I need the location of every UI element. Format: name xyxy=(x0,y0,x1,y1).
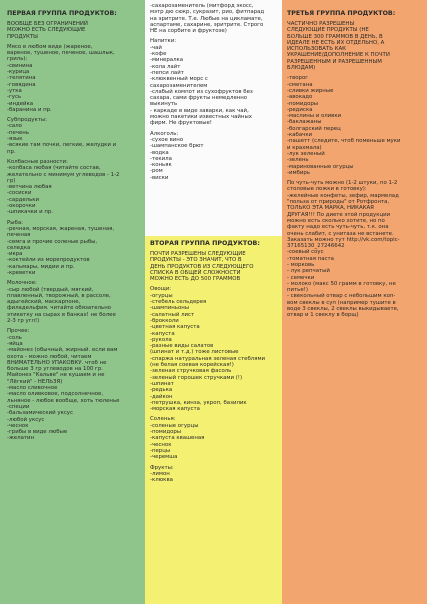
list-item: -баранина и пр. xyxy=(7,106,52,113)
fish-heading: Рыба: xyxy=(7,219,23,226)
list-item: -пепси лайт xyxy=(150,69,184,76)
list-item: -кальмары, мидии и пр. xyxy=(7,263,75,270)
vegetables-heading: Овощи: xyxy=(150,286,172,293)
list-item: -маринованные огурцы xyxy=(287,163,354,170)
list-item: -сардельки xyxy=(7,196,40,203)
list-item: плавленный, творожный, в рассоле, xyxy=(7,292,111,299)
list-item: - свекольный отвар с небольшим коп- xyxy=(287,293,396,300)
list-item: Заказать можно тут http://vk.com/topic- xyxy=(287,236,400,243)
list-item: -зеленая стручковая фасоль xyxy=(150,368,232,375)
sausage-heading: Колбасные разности: xyxy=(7,158,68,165)
list-item: -перцы xyxy=(150,447,171,454)
list-item: ТОЛЬКО ЭТА МАРКА, НИКАКАЯ xyxy=(287,205,374,212)
list-item: вом свеклы в суп (например тушите в xyxy=(287,299,396,306)
list-item: -клюквенный морс с xyxy=(150,76,208,83)
list-item: -виски xyxy=(150,174,169,181)
pickles-section xyxy=(150,416,278,460)
list-item: -чай xyxy=(150,44,162,51)
list-item: -утка xyxy=(7,87,22,94)
list-item: -всякие там почки, легкие, желудки и xyxy=(7,142,117,149)
list-item: -сыр любой (твердый, мягкий, xyxy=(7,286,94,293)
list-item: -зеленый горошек стручками (!) xyxy=(150,374,243,381)
list-item: -сосиски xyxy=(7,190,32,197)
list-item: желательно с минимум углеводов - 1-2 xyxy=(7,171,120,178)
list-item: -минералка xyxy=(150,57,184,64)
list-item: отвар и 1 свеклу в борщ) xyxy=(287,312,359,319)
list-item: -сметана xyxy=(287,81,313,88)
list-item: -рукола xyxy=(150,336,172,343)
list-item: - молоко (макс 50 грамм в готовку, не xyxy=(287,280,396,287)
list-item: -морская капуста xyxy=(150,406,200,413)
list-item: -телятина xyxy=(7,75,36,82)
group-three-title: ТРЕТЬЯ ГРУППА ПРОДУКТОВ: xyxy=(287,10,396,17)
list-item: -редиска xyxy=(287,106,313,113)
small-amounts-section xyxy=(287,180,423,319)
list-item: -дайкон xyxy=(150,393,173,400)
list-item: пр. xyxy=(7,148,16,155)
list-item: -цветная капуста xyxy=(150,324,200,331)
list-item: -шампиньоны xyxy=(150,305,190,312)
list-item: -сахарозаменитель (митфорд экосс, xyxy=(150,3,254,9)
drinks-section xyxy=(150,38,278,126)
list-item: -соль xyxy=(7,334,22,341)
list-item: -ром xyxy=(150,168,163,175)
list-item: -пашетт (следите, чтоб поменьше муки xyxy=(287,138,401,145)
list-item: -язык xyxy=(7,136,23,143)
alcohol-heading: Алкоголь: xyxy=(150,130,179,137)
list-item: -сало xyxy=(7,123,22,130)
list-item: фирм. Не фруктовые! xyxy=(150,120,212,127)
sweeteners-section: -сахарозаменитель (митфорд экосс, мэтр дю сюкр, сукразит, рио, фитпарад на эритрите. Т.е. Любые на цикламате, аспартаме, сахарине, эритрите. Строго НЕ на сорбите и фруктозе) xyxy=(150,3,278,34)
list-item: ДРУГАЯ!!! По диете этой продукции xyxy=(287,211,391,218)
meat-section: Мясо в любом виде (жареное, вареное, тушеное, печеное, шашлык, гриль): -свинина -курица -телятина -говядина -утка -гусь -индейка -баранина и пр. xyxy=(7,44,140,113)
drinks-heading: Напитки: xyxy=(150,38,177,45)
group-one-title: ПЕРВАЯ ГРУППА ПРОДУКТОВ: xyxy=(7,10,117,17)
list-item: -желейные конфеты, зефир, мармелад xyxy=(287,192,399,199)
list-item: - морковь xyxy=(287,261,315,268)
group-three-column xyxy=(282,0,427,604)
group-two-column xyxy=(145,236,282,604)
list-item: По чуть-чуть можно (1-2 штуки, по 1-2 xyxy=(287,180,398,187)
group-two-title: ВТОРАЯ ГРУППА ПРОДУКТОВ: xyxy=(150,240,260,247)
dairy-section xyxy=(7,280,140,324)
list-item: -колбаса любая (читайте состав, xyxy=(7,165,101,172)
offal-section xyxy=(7,117,140,155)
fruits-heading: Фрукты: xyxy=(150,464,174,471)
list-item: -икра xyxy=(7,251,23,258)
list-item: факту надо есть чуть-чуть, т.к. она xyxy=(287,224,389,231)
list-item: -капуста квашеная xyxy=(150,435,205,442)
list-item: 2-3 гр угл!) xyxy=(7,318,40,325)
list-item: -творог xyxy=(287,75,309,82)
list-item: -помидоры xyxy=(150,429,182,436)
list-item: -свинина xyxy=(7,62,33,69)
meat-heading: Мясо в любом виде (жареное, xyxy=(7,43,93,50)
list-item: можно пакетики известных чайных xyxy=(150,114,252,121)
list-item: -спаржа натуральная зеленая стеблями xyxy=(150,355,266,362)
list-item: филадельфия. читайте обязательно xyxy=(7,305,112,312)
list-item: -яйца xyxy=(7,340,23,347)
list-item: -масло оливковое, подсолнечное, xyxy=(7,391,104,398)
list-item: -масло сливочное xyxy=(7,385,58,392)
list-item: -черемша xyxy=(150,454,178,461)
fish-section xyxy=(7,220,140,277)
list-item: (не белая соевая корейская!) xyxy=(150,362,234,369)
list-item: выкинуть xyxy=(150,101,178,108)
list-item: (шпинат и т.д.) тоже листовые xyxy=(150,349,239,356)
list-item: очень слабит, с унитаза не встанете. xyxy=(287,230,394,237)
list-item: "Лёгкий" - НЕЛЬЗЯ) xyxy=(7,378,63,385)
group-two-intro: ПОЧТИ РАЗРЕШЕНЫ СЛЕДУЮЩИЕ ПРОДУКТЫ - ЭТО ЗНАЧИТ, ЧТО В ДЕНЬ ПРОДУКТОВ ИЗ СЛЕДУЮЩЕГО СПИСКА В ОБЩЕЙ СЛОЖНОСТИ МОЖНО ЕСТЬ ДО 500 ГРАММОВ xyxy=(150,251,254,283)
list-item: -гусь xyxy=(7,94,22,101)
list-item: -кабачки xyxy=(287,132,313,139)
list-item: ВНИМАТЕЛЬНО УПАКОВКУ. чтоб не xyxy=(7,359,107,366)
list-item: -индейка xyxy=(7,100,34,107)
list-item: -соевый соус xyxy=(287,249,324,256)
list-item: -клюква xyxy=(150,477,173,484)
list-item: "польза от природы" от Ротфронта, xyxy=(287,199,390,206)
list-item: адыгейский, маскарпоне, xyxy=(7,299,81,306)
list-item: -водка xyxy=(150,149,169,156)
vegetables-section xyxy=(150,286,278,412)
list-item: льняное - любое вообще, хоть тюленье xyxy=(7,397,120,404)
list-item: -стебель сельдерея xyxy=(150,299,207,306)
list-item: -говядина xyxy=(7,81,36,88)
list-item: -окорочки xyxy=(7,203,36,210)
pickles-heading: Соленья: xyxy=(150,416,176,423)
list-item: селедка xyxy=(7,244,31,251)
list-item: -кола лайт xyxy=(150,63,181,70)
offal-heading: Субпродукты: xyxy=(7,117,47,124)
list-item: -печень xyxy=(7,129,29,136)
list-item: -имбирь xyxy=(287,169,310,176)
list-item: -редька xyxy=(150,387,173,394)
list-item: - каркаде в виде заварки, как чай, xyxy=(150,107,249,114)
group-three-intro: ЧАСТИЧНО РАЗРЕШЕНЫ СЛЕДУЮЩИЕ ПРОДУКТЫ (НЕ БОЛЬШЕ 300 ГРАММОВ В ДЕНЬ, В ИДЕАЛЕ НЕ ЕСТЬ ИХ ОТДЕЛЬНО, А ИСПОЛЬЗОВАТЬ КАК УКРАШЕНИЕ/ДОПОЛНЕНИЕ К ПОЧТИ РАЗРЕШЕННЫМ И РАЗРЕШЕННЫМ БЛЮДАМ) xyxy=(287,21,390,72)
list-item: -коньяк xyxy=(150,162,172,169)
list-item: -курица xyxy=(7,69,30,76)
allowed-list xyxy=(287,75,423,176)
list-item: -капуста xyxy=(150,330,175,337)
list-item: - лук репчатый xyxy=(287,268,330,275)
list-item: и крахмала) xyxy=(287,144,322,151)
list-item: -шпикачки и пр. xyxy=(7,209,53,216)
list-item: этикетку на сырах в банках! не более xyxy=(7,311,116,318)
list-item: -текила xyxy=(150,155,172,162)
list-item: гр) xyxy=(7,177,16,184)
other-heading: Прочее: xyxy=(7,328,30,335)
list-item: -бальзамический уксус xyxy=(7,410,73,417)
list-item: -томатная паста xyxy=(287,255,334,262)
list-item: -ветчина любая xyxy=(7,184,52,191)
list-item: -чеснок xyxy=(7,422,29,429)
list-item: -креветки xyxy=(7,269,36,276)
list-item: -разные виды салатов xyxy=(150,343,214,350)
list-item: 37165130_27246642 xyxy=(287,243,345,250)
list-item: -семга и прочие соленые рыбы, xyxy=(7,238,98,245)
group-one-continued-column xyxy=(145,0,282,236)
group-one-column xyxy=(0,0,145,604)
list-item: Майонез "Кальве" не кушаем и не xyxy=(7,372,105,379)
list-item: -маслины и оливки xyxy=(287,113,342,120)
list-item: охота - можно любой, читаем xyxy=(7,353,92,360)
list-item: -желатин xyxy=(7,435,35,442)
list-item: -грибы в виде любые xyxy=(7,429,68,436)
list-item: столовые ложки в готовку): xyxy=(287,186,367,193)
list-item: -любой уксус xyxy=(7,416,45,423)
list-item: -авокадо xyxy=(287,94,313,101)
list-item: воде 3 свеклы, 2 свеклы выкидываете, xyxy=(287,306,399,313)
list-item: -речная, морская, жареная, тушеная, xyxy=(7,225,115,232)
dairy-heading: Молочное: xyxy=(7,280,37,287)
list-item: -огурцы xyxy=(150,292,173,299)
list-item: -чеснок xyxy=(150,441,172,448)
other-section xyxy=(7,328,140,441)
list-item: сахара, сами фрукты немедленно xyxy=(150,95,248,102)
list-item: больше 3 гр углеводов на 100 гр. xyxy=(7,366,104,373)
list-item: -коктейли из морепродуктов xyxy=(7,257,90,264)
list-item: -петрушка, кинза, укроп, базилик xyxy=(150,399,247,406)
list-item: -брокколи xyxy=(150,317,179,324)
list-item: -помидоры xyxy=(287,100,319,107)
list-item: можно есть сколько хотите, но по xyxy=(287,217,385,224)
alcohol-section xyxy=(150,131,278,181)
list-item: - семечки xyxy=(287,274,315,281)
group-one-intro: ВООБЩЕ БЕЗ ОГРАНИЧЕНИЙ МОЖНО ЕСТЬ СЛЕДУЮЩИЕ ПРОДУКТЫ xyxy=(7,21,88,40)
list-item: -болгарский перец xyxy=(287,125,341,132)
list-item: -сухое вино xyxy=(150,136,184,143)
sausage-section xyxy=(7,159,140,216)
list-item: питье!) xyxy=(287,287,308,294)
list-item: -шпинат xyxy=(150,380,174,387)
list-item: печеная xyxy=(7,232,31,239)
list-item: -салатный лист xyxy=(150,311,195,318)
list-item: -шампанское брют xyxy=(150,143,204,150)
list-item: -лимон xyxy=(150,470,170,477)
list-item: -сливки жирные xyxy=(287,87,334,94)
list-item: сахарозаменителем xyxy=(150,82,208,89)
list-item: -лук зеленый xyxy=(287,150,325,157)
list-item: -специи xyxy=(7,403,30,410)
list-item: -соленые огурцы xyxy=(150,422,199,429)
list-item: -майонез (обычный, жирный. если вам xyxy=(7,347,118,354)
list-item: -слабый компот из сухофруктов без xyxy=(150,88,253,95)
list-item: -зелень xyxy=(287,157,309,164)
list-item: -баклажаны xyxy=(287,119,322,126)
fruits-section xyxy=(150,465,278,484)
list-item: -кофе xyxy=(150,51,167,58)
